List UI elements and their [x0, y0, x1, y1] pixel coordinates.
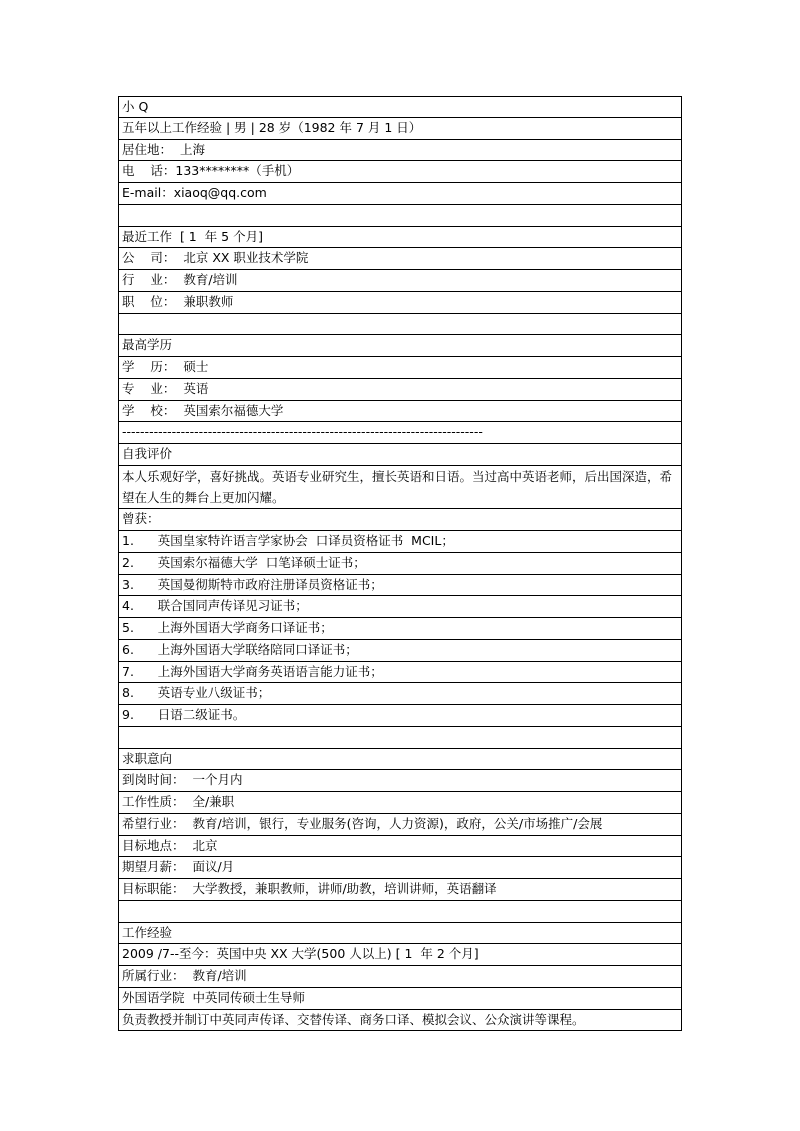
job-intent-arrival: 到岗时间： 一个月内 [118, 770, 682, 792]
education-heading: 最高学历 [118, 335, 682, 357]
experience-duty: 负责教授并制订中英同声传译、交替传译、商务口译、模拟会议、公众演讲等课程。 [118, 1010, 682, 1032]
recent-job-position: 职 位： 兼职教师 [118, 292, 682, 314]
job-intent-salary: 期望月薪： 面议/月 [118, 857, 682, 879]
job-intent-position: 目标职能： 大学教授，兼职教师，讲师/助教，培训讲师，英语翻译 [118, 879, 682, 901]
self-eval-text: 本人乐观好学，喜好挑战。英语专业研究生，擅长英语和日语。当过高中英语老师，后出国深造，希望在人生的舞台上更加闪耀。 [118, 466, 682, 510]
residence-row: 居住地： 上海 [118, 140, 682, 162]
award-item: 6. 上海外国语大学联络陪同口译证书； [118, 640, 682, 662]
email-row: E-mail：xiaoq@qq.com [118, 183, 682, 205]
experience-dept: 外国语学院 中英同传硕士生导师 [118, 988, 682, 1010]
job-intent-type: 工作性质： 全/兼职 [118, 792, 682, 814]
award-item: 3. 英国曼彻斯特市政府注册译员资格证书； [118, 575, 682, 597]
empty-row [118, 205, 682, 227]
job-intent-heading: 求职意向 [118, 749, 682, 771]
job-intent-location: 目标地点： 北京 [118, 836, 682, 858]
resume-table [118, 96, 682, 1031]
awards-heading: 曾获： [118, 509, 682, 531]
dashed-divider: -------------------------------------------------------------------------------- [118, 422, 682, 444]
name-row: 小 Q [118, 96, 682, 118]
phone-row: 电 话：133********（手机） [118, 161, 682, 183]
empty-row [118, 314, 682, 336]
job-intent-industry: 希望行业： 教育/培训，银行，专业服务(咨询，人力资源)，政府，公关/市场推广/会展 [118, 814, 682, 836]
experience-industry: 所属行业： 教育/培训 [118, 966, 682, 988]
education-school: 学 校： 英国索尔福德大学 [118, 401, 682, 423]
award-item: 4. 联合国同声传译见习证书； [118, 596, 682, 618]
award-item: 1. 英国皇家特许语言学家协会 口译员资格证书 MCIL； [118, 531, 682, 553]
award-item: 2. 英国索尔福德大学 口笔译硕士证书； [118, 553, 682, 575]
award-item: 7. 上海外国语大学商务英语语言能力证书； [118, 662, 682, 684]
recent-job-industry: 行 业： 教育/培训 [118, 270, 682, 292]
self-eval-heading: 自我评价 [118, 444, 682, 466]
empty-row [118, 901, 682, 923]
award-item: 5. 上海外国语大学商务口译证书； [118, 618, 682, 640]
education-major: 专 业： 英语 [118, 379, 682, 401]
recent-job-heading: 最近工作 [ 1 年 5 个月] [118, 227, 682, 249]
award-item: 9. 日语二级证书。 [118, 705, 682, 727]
award-item: 8. 英语专业八级证书； [118, 683, 682, 705]
experience-heading: 工作经验 [118, 923, 682, 945]
education-degree: 学 历： 硕士 [118, 357, 682, 379]
summary-row: 五年以上工作经验 | 男 | 28 岁（1982 年 7 月 1 日） [118, 118, 682, 140]
experience-period: 2009 /7--至今：英国中央 XX 大学(500 人以上) [ 1 年 2 个月] [118, 944, 682, 966]
empty-row [118, 727, 682, 749]
recent-job-company: 公 司： 北京 XX 职业技术学院 [118, 248, 682, 270]
